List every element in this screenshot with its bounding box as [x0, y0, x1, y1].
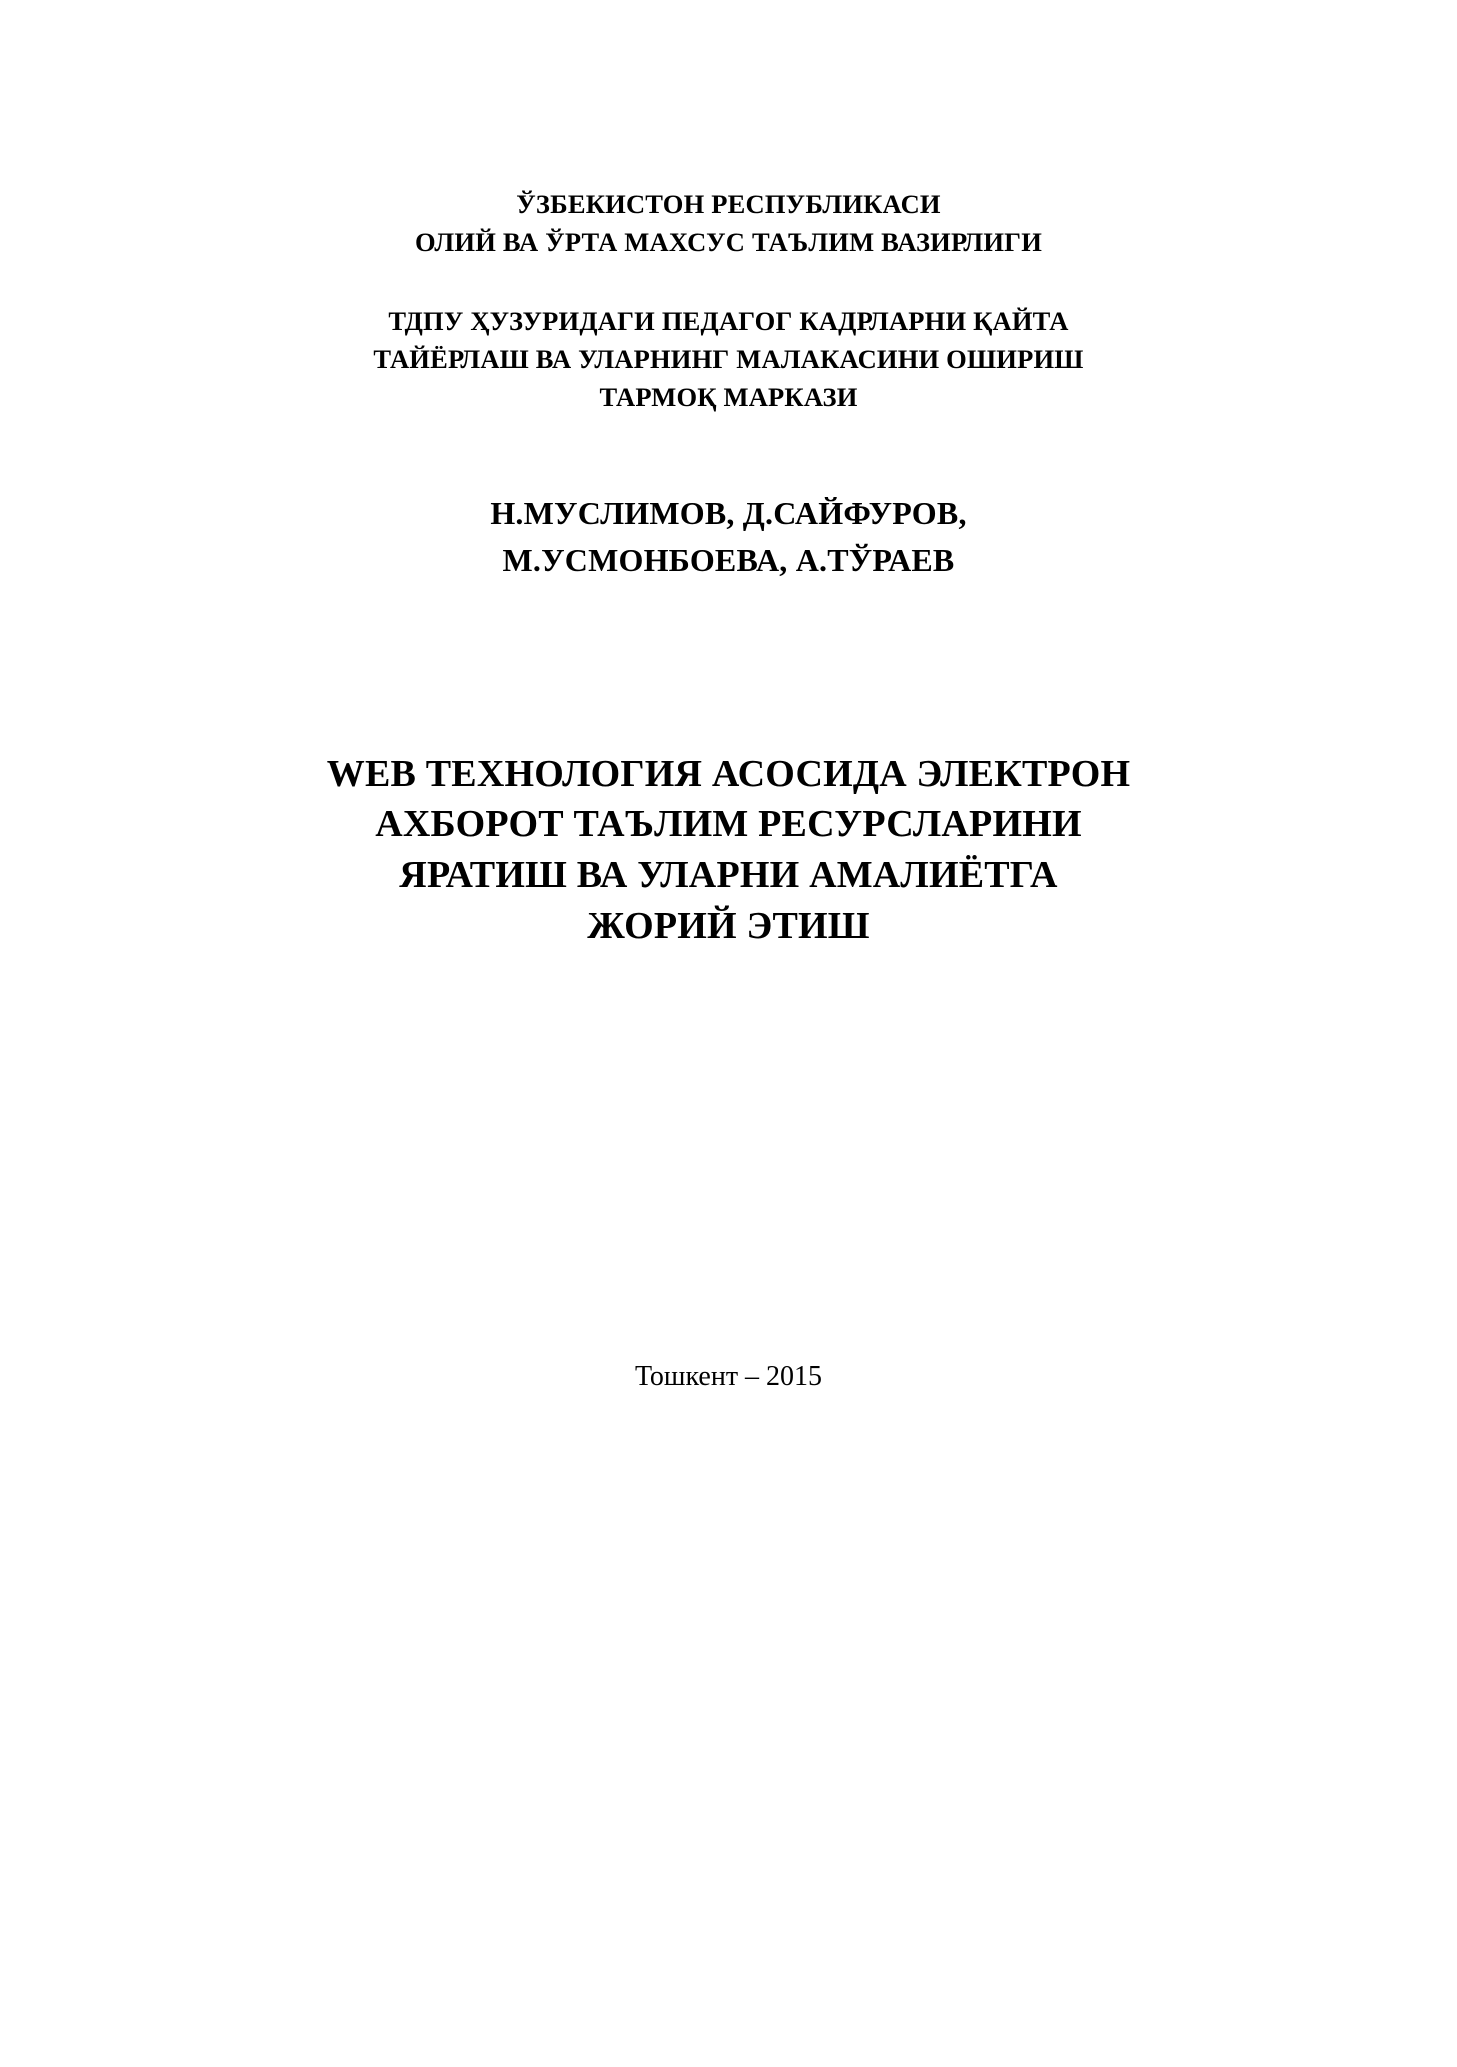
imprint-place-year: Тошкент – 2015 [634, 1361, 823, 1392]
center-line-2: ТАЙЁРЛАШ ВА УЛАРНИНГ МАЛАКАСИНИ ОШИРИШ [373, 343, 1084, 374]
title-line-4: ЖОРИЙ ЭТИШ [587, 904, 870, 947]
center-heading [0, 303, 1457, 416]
title-line-3: ЯРАТИШ ВА УЛАРНИ АМАЛИЁТГА [399, 853, 1058, 896]
authors-list [0, 490, 1457, 583]
ministry-heading [0, 186, 1457, 261]
title-line-2: АХБОРОТ ТАЪЛИМ РЕСУРСЛАРИНИ [375, 803, 1082, 846]
center-line-1: ТДПУ ҲУЗУРИДАГИ ПЕДАГОГ КАДРЛАРНИ ҚАЙТА [388, 306, 1069, 337]
ministry-line-2: ОЛИЙ ВА ЎРТА МАХСУС ТАЪЛИМ ВАЗИРЛИГИ [414, 226, 1043, 257]
authors-line-2: М.УСМОНБОЕВА, А.ТЎРАЕВ [502, 541, 955, 578]
center-line-3: ТАРМОҚ МАРКАЗИ [599, 381, 858, 412]
authors-line-1: Н.МУСЛИМОВ, Д.САЙФУРОВ, [490, 495, 967, 532]
ministry-line-1: ЎЗБЕКИСТОН РЕСПУБЛИКАСИ [516, 189, 941, 219]
title-line-1: WEB ТЕХНОЛОГИЯ АСОСИДА ЭЛЕКТРОН [326, 752, 1131, 795]
page-title [0, 749, 1457, 951]
